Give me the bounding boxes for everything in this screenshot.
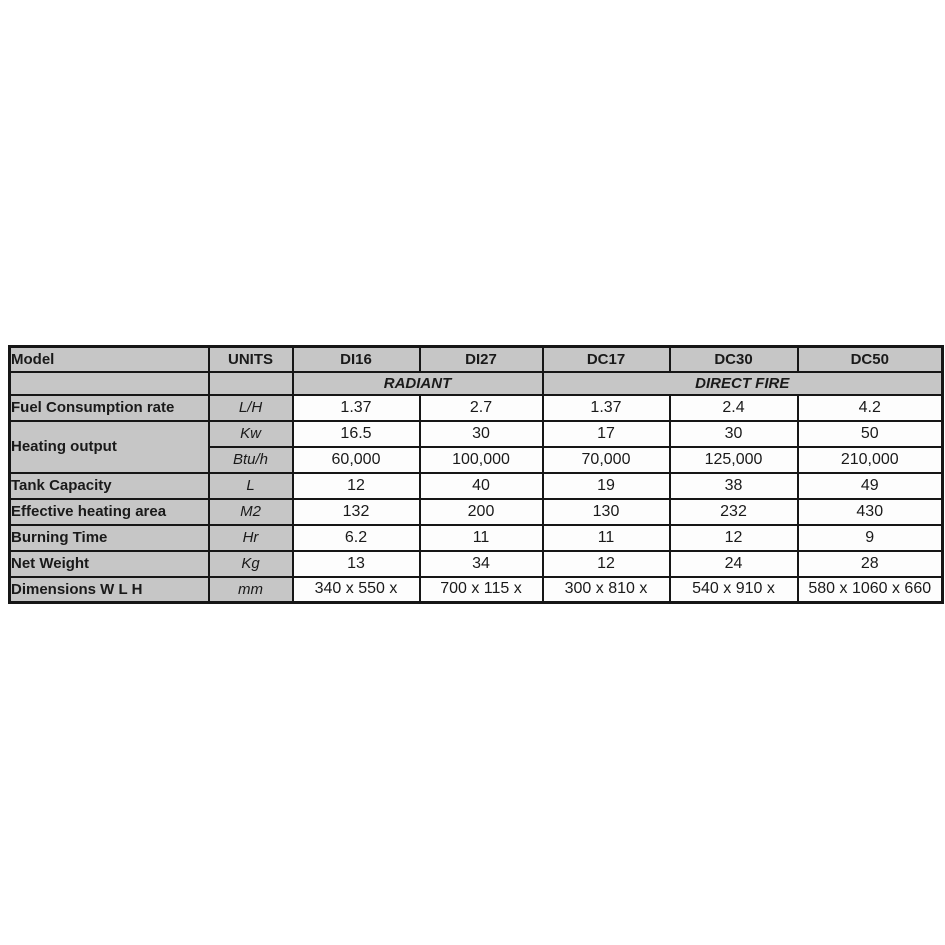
value-cell: 12 [543, 551, 670, 577]
value-cell: 700 x 115 x [420, 577, 543, 603]
row-label: Burning Time [10, 525, 209, 551]
spec-row-dimensions [10, 577, 943, 603]
value-cell: 28 [798, 551, 943, 577]
group-row [10, 372, 943, 395]
spec-row-burning-time [10, 525, 943, 551]
column-header-dc30: DC30 [670, 347, 798, 372]
value-cell: 125,000 [670, 447, 798, 473]
spec-row-tank-capacity [10, 473, 943, 499]
value-cell: 300 x 810 x [543, 577, 670, 603]
column-header-dc17: DC17 [543, 347, 670, 372]
unit-cell: M2 [209, 499, 293, 525]
empty-units-cell [209, 372, 293, 395]
value-cell: 50 [798, 421, 943, 447]
value-cell: 210,000 [798, 447, 943, 473]
value-cell: 540 x 910 x [670, 577, 798, 603]
value-cell: 9 [798, 525, 943, 551]
value-cell: 200 [420, 499, 543, 525]
empty-model-cell [10, 372, 209, 395]
unit-cell: Kw [209, 421, 293, 447]
row-label: Net Weight [10, 551, 209, 577]
units-header-cell: UNITS [209, 347, 293, 372]
model-header-cell: Model [10, 347, 209, 372]
value-cell: 6.2 [293, 525, 420, 551]
unit-cell: Hr [209, 525, 293, 551]
spec-row-heating-output-kw [10, 421, 943, 447]
group-header-radiant: RADIANT [293, 372, 543, 395]
value-cell: 34 [420, 551, 543, 577]
column-header-dc50: DC50 [798, 347, 943, 372]
value-cell: 1.37 [543, 395, 670, 421]
value-cell: 30 [420, 421, 543, 447]
value-cell: 70,000 [543, 447, 670, 473]
value-cell: 17 [543, 421, 670, 447]
row-label: Dimensions W L H [10, 577, 209, 603]
value-cell: 232 [670, 499, 798, 525]
value-cell: 2.4 [670, 395, 798, 421]
column-header-di27: DI27 [420, 347, 543, 372]
header-row [10, 347, 943, 372]
unit-cell: Btu/h [209, 447, 293, 473]
value-cell: 130 [543, 499, 670, 525]
value-cell: 100,000 [420, 447, 543, 473]
group-header-direct-fire: DIRECT FIRE [543, 372, 943, 395]
row-label: Effective heating area [10, 499, 209, 525]
spec-row-effective-heating-area [10, 499, 943, 525]
value-cell: 49 [798, 473, 943, 499]
value-cell: 11 [543, 525, 670, 551]
value-cell: 13 [293, 551, 420, 577]
value-cell: 40 [420, 473, 543, 499]
value-cell: 340 x 550 x [293, 577, 420, 603]
value-cell: 2.7 [420, 395, 543, 421]
value-cell: 24 [670, 551, 798, 577]
column-header-di16: DI16 [293, 347, 420, 372]
row-label: Fuel Consumption rate [10, 395, 209, 421]
spec-row-fuel-consumption [10, 395, 943, 421]
value-cell: 11 [420, 525, 543, 551]
value-cell: 16.5 [293, 421, 420, 447]
value-cell: 38 [670, 473, 798, 499]
value-cell: 12 [293, 473, 420, 499]
row-label: Tank Capacity [10, 473, 209, 499]
value-cell: 19 [543, 473, 670, 499]
unit-cell: mm [209, 577, 293, 603]
value-cell: 12 [670, 525, 798, 551]
value-cell: 60,000 [293, 447, 420, 473]
unit-cell: Kg [209, 551, 293, 577]
value-cell: 1.37 [293, 395, 420, 421]
unit-cell: L [209, 473, 293, 499]
value-cell: 4.2 [798, 395, 943, 421]
value-cell: 30 [670, 421, 798, 447]
value-cell: 580 x 1060 x 660 [798, 577, 943, 603]
value-cell: 430 [798, 499, 943, 525]
row-label: Heating output [10, 421, 209, 473]
spec-table [8, 345, 944, 604]
spec-row-net-weight [10, 551, 943, 577]
unit-cell: L/H [209, 395, 293, 421]
value-cell: 132 [293, 499, 420, 525]
